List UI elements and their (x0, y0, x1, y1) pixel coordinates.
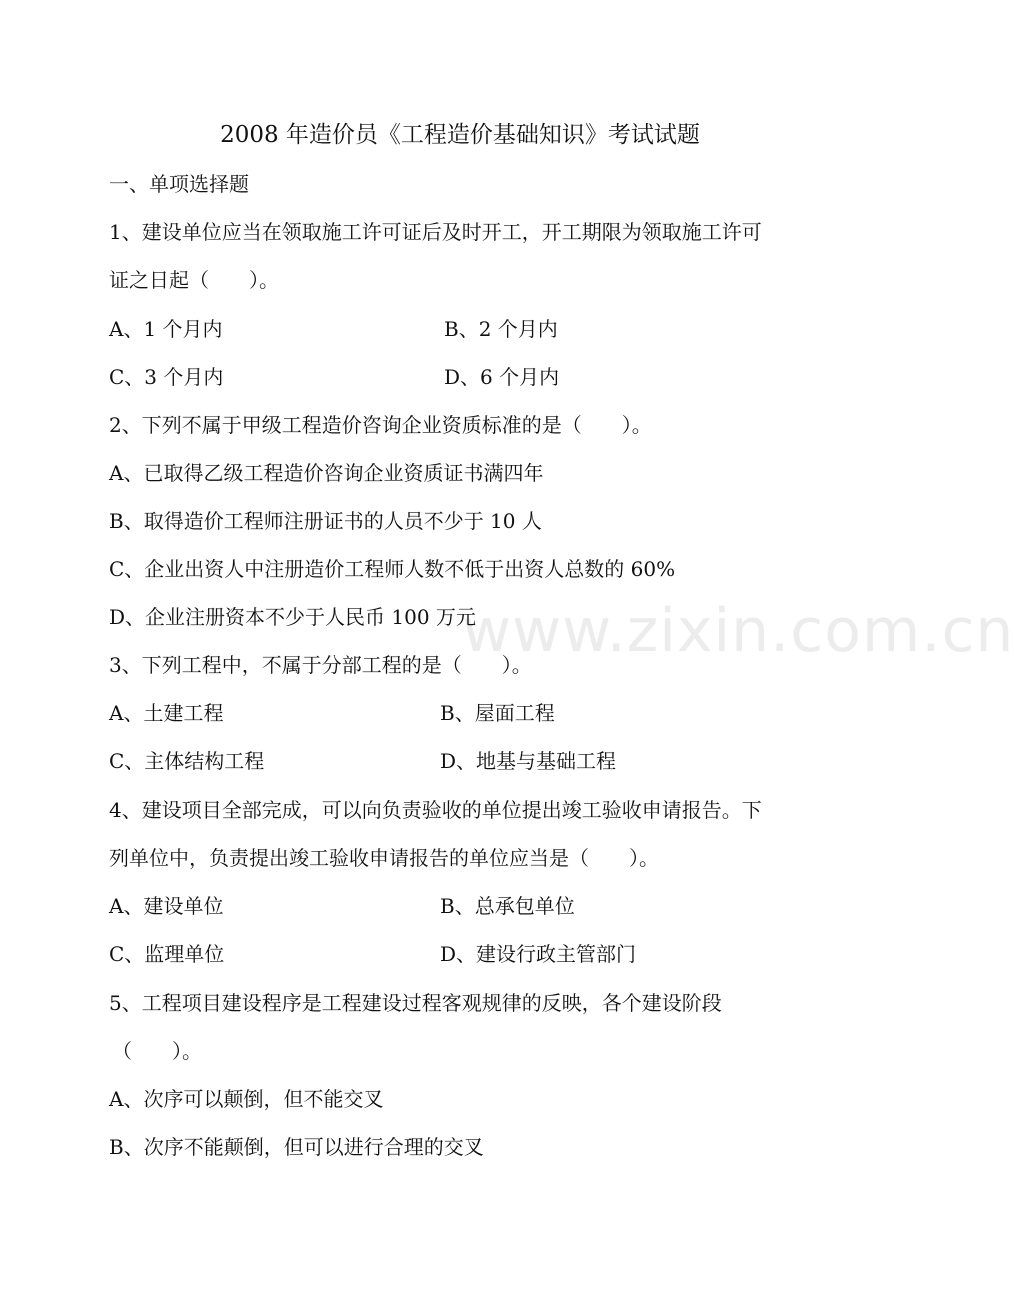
question-4-option-c: C、监理单位 (109, 942, 225, 966)
question-5-option-b: B、次序不能颠倒，但可以进行合理的交叉 (109, 1135, 484, 1159)
question-2-option-b: B、取得造价工程师注册证书的人员不少于 10 人 (109, 509, 542, 533)
question-2-stem: 2、下列不属于甲级工程造价咨询企业资质标准的是（ ）。 (109, 413, 652, 437)
document-title: 2008 年造价员《工程造价基础知识》考试试题 (220, 122, 700, 148)
question-3-option-d: D、地基与基础工程 (440, 749, 617, 773)
question-3-option-a: A、土建工程 (109, 701, 224, 725)
question-3-option-b: B、屋面工程 (440, 701, 555, 725)
question-5-stem-line-2: （ ）。 (112, 1039, 202, 1063)
question-5-stem-line-1: 5、工程项目建设程序是工程建设过程客观规律的反映，各个建设阶段 (109, 991, 722, 1015)
question-1-stem-line-1: 1、建设单位应当在领取施工许可证后及时开工，开工期限为领取施工许可 (109, 220, 762, 244)
question-1-option-c: C、3 个月内 (109, 365, 224, 389)
question-3-stem: 3、下列工程中，不属于分部工程的是（ ）。 (109, 653, 532, 677)
question-2-option-d: D、企业注册资本不少于人民币 100 万元 (109, 605, 476, 629)
question-2-option-c: C、企业出资人中注册造价工程师人数不低于出资人总数的 60% (109, 557, 676, 581)
question-4-stem-line-1: 4、建设项目全部完成，可以向负责验收的单位提出竣工验收申请报告。下 (109, 798, 762, 822)
question-4-option-a: A、建设单位 (109, 894, 224, 918)
watermark: www.zixin.com.cn (462, 596, 1014, 666)
question-4-option-b: B、总承包单位 (440, 894, 575, 918)
question-1-option-d: D、6 个月内 (444, 365, 560, 389)
question-4-stem-line-2: 列单位中，负责提出竣工验收申请报告的单位应当是（ ）。 (109, 846, 659, 870)
section-heading: 一、单项选择题 (109, 172, 249, 196)
question-1-option-a: A、1 个月内 (109, 317, 223, 341)
question-1-option-b: B、2 个月内 (444, 317, 558, 341)
question-2-option-a: A、已取得乙级工程造价咨询企业资质证书满四年 (109, 461, 544, 485)
question-1-stem-line-2: 证之日起（ ）。 (109, 268, 279, 292)
question-3-option-c: C、主体结构工程 (109, 749, 265, 773)
question-5-option-a: A、次序可以颠倒，但不能交叉 (109, 1087, 384, 1111)
question-4-option-d: D、建设行政主管部门 (440, 942, 637, 966)
